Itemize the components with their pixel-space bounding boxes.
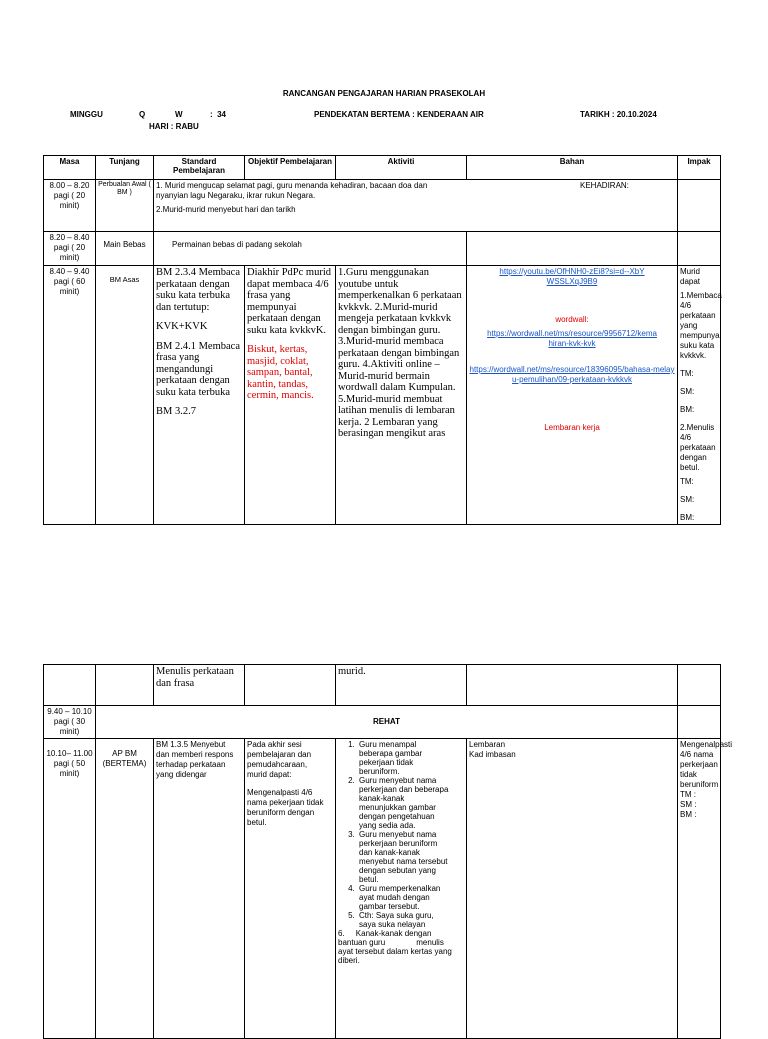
list-item: 1. Guru menampal beberapa gambar pekerjaan tidak beruniform. xyxy=(357,740,452,776)
bahan-cell xyxy=(467,232,678,266)
aktiviti-cell: murid. xyxy=(336,665,467,706)
hari: HARI : RABU xyxy=(149,122,199,131)
masa-cell: 8.40 – 9.40 pagi ( 60 minit) xyxy=(44,266,96,525)
impak-tm: TM: xyxy=(680,477,694,486)
standard-pembelajaran-cell: Menulis perkataan dan frasa xyxy=(154,665,245,706)
objektif-word-list: Biskut, kertas, masjid, coklat, sampan, bantal, kantin, tandas, cermin, mancis. xyxy=(247,344,314,401)
wordwall-label: wordwall: xyxy=(555,315,589,324)
pendekatan-bertema: PENDEKATAN BERTEMA : KENDERAAN AIR xyxy=(314,110,484,119)
tunjang-cell xyxy=(96,665,154,706)
sp-bm-234: BM 2.3.4 Membaca perkataan dengan suku kata terbuka dan tertutup: xyxy=(156,267,240,313)
q-label: Q xyxy=(139,110,146,119)
objektif-pembelajaran-cell xyxy=(245,665,336,706)
col-bahan: Bahan xyxy=(467,156,678,180)
table-row xyxy=(44,180,721,232)
masa-cell xyxy=(44,665,96,706)
impak-cell xyxy=(678,180,721,232)
impak-cell xyxy=(678,232,721,266)
perbualan-line-2: 2.Murid-murid menyebut hari dan tarikh xyxy=(156,205,296,214)
list-item: 5. Cth: Saya suka guru, saya suka nelayan xyxy=(357,911,452,929)
bahan-cell xyxy=(467,665,678,706)
aktiviti-list xyxy=(338,740,452,929)
impak-line: Mengenalpasti 4/6 nama perkerjaan tidak beruniform xyxy=(680,740,733,789)
bahan-lembaran: Lembaran xyxy=(469,740,506,749)
list-item: 2. Guru menyebut nama perkerjaan dan beberapa kanak-kanak menunjukkan gambar dengan pengetahuan yang sedia ada. xyxy=(357,776,452,830)
sp-kvk: KVK+KVK xyxy=(156,321,208,332)
table-row xyxy=(44,266,721,525)
aktiviti-cell xyxy=(336,739,467,1039)
standard-pembelajaran-cell: BM 1.3.5 Menyebut dan memberi respons terhadap perkataan yang didengar xyxy=(154,739,245,1039)
rph-table-page-2 xyxy=(43,664,733,1039)
col-impak: Impak xyxy=(678,156,721,180)
col-aktiviti: Aktiviti xyxy=(336,156,467,180)
impak-line: 1.Membaca 4/6 perkataan yang mempunyai suku kata kvkkvk. xyxy=(680,291,722,360)
tunjang-cell xyxy=(96,266,154,525)
impak-bm: BM: xyxy=(680,405,695,414)
page-title: RANCANGAN PENGAJARAN HARIAN PRASEKOLAH xyxy=(282,89,486,98)
sp-bm-327: BM 3.2.7 xyxy=(156,406,196,417)
col-tunjang: Tunjang xyxy=(96,156,154,180)
youtube-link[interactable]: https://youtu.be/OfHNH0-zEi8?si=d--XbYWSSLXqJ9B9 xyxy=(499,267,645,286)
table-header-row xyxy=(44,156,721,180)
w-label: W xyxy=(175,110,183,119)
impak-cell xyxy=(678,266,721,525)
list-item: 4. Guru memperkenalkan ayat mudah dengan gambar tersebut. xyxy=(357,884,452,911)
impak-cell xyxy=(678,739,733,1039)
perbualan-line-1: 1. Murid mengucap selamat pagi, guru menanda kehadiran, bacaan doa dan nyanyian lagu Negaraku, ikrar rukun Negara. xyxy=(156,181,428,200)
col-standard-pembelajaran: Standard Pembelajaran xyxy=(154,156,245,180)
rehat-row xyxy=(44,706,721,739)
impak-line: 2.Menulis 4/6 perkataan dengan betul. xyxy=(680,423,716,472)
impak-sm: SM : xyxy=(680,800,697,809)
impak-line: Murid dapat xyxy=(680,267,701,286)
objektif-pembelajaran-cell xyxy=(245,266,336,525)
main-bebas-cell: Permainan bebas di padang sekolah xyxy=(154,232,467,266)
rehat-label: REHAT xyxy=(96,706,678,739)
table-row xyxy=(44,665,721,706)
bahan-kad-imbasan: Kad imbasan xyxy=(469,750,516,759)
col-objektif-pembelajaran: Objektif Pembelajaran xyxy=(245,156,336,180)
masa-cell: 8.20 – 8.40 pagi ( 20 minit) xyxy=(44,232,96,266)
impak-cell xyxy=(678,706,721,739)
week-value: : 34 xyxy=(210,110,227,119)
masa-cell: 9.40 – 10.10 pagi ( 30 minit) xyxy=(44,706,96,739)
bahan-cell xyxy=(467,266,678,525)
tarikh: TARIKH : 20.10.2024 xyxy=(580,110,657,119)
table-row xyxy=(44,739,721,1039)
objektif-intro: Pada akhir sesi pembelajaran dan pemudahcaraan, murid dapat: xyxy=(247,740,312,779)
objektif-pembelajaran-cell xyxy=(245,739,336,1039)
bahan-cell xyxy=(467,739,678,1039)
col-masa: Masa xyxy=(44,156,96,180)
impak-sm: SM: xyxy=(680,387,695,396)
tunjang-text: BM Asas xyxy=(109,275,140,284)
tunjang-cell: AP BM (BERTEMA) xyxy=(96,739,154,1039)
tunjang-cell: Main Bebas xyxy=(96,232,154,266)
objektif-text: Diakhir PdPc murid dapat membaca 4/6 frasa yang mempunyai perkataan dengan suku kata kvkkvK. xyxy=(247,267,331,336)
sp-bm-241: BM 2.4.1 Membaca frasa yang mengandungi perkataan dengan suku kata terbuka xyxy=(156,340,240,398)
list-item: 3. Guru menyebut nama perkerjaan beruniform dan kanak-kanak menyebut nama tersebut dengan sebutan yang betul. xyxy=(357,830,452,884)
lembaran-kerja-label: Lembaran kerja xyxy=(544,423,600,432)
wordwall-link-2[interactable]: https://wordwall.net/ms/resource/18396095/bahasa-melayu-pemulihan/09-perkataan-kvkkvk xyxy=(469,365,675,384)
table-row xyxy=(44,232,721,266)
aktiviti-cell: 1.Guru menggunakan youtube untuk memperkenalkan 6 perkataan kvkkvk. 2.Murid-murid mengeja perkataan kvkkvk dengan bimbingan guru. 3.Murid-murid membaca perkataan dengan bimbingan guru. 4.Aktiviti online – Murid-murid bermain wordwall dalam Kumpulan. 5.Murid-murid membuat latihan menulis di lembaran kerja. 2 Lembaran yang berasingan mengikut aras xyxy=(336,266,467,525)
impak-tm: TM: xyxy=(680,369,694,378)
perbualan-awal-cell xyxy=(154,180,678,232)
wordwall-link-1[interactable]: https://wordwall.net/ms/resource/9956712/kemahiran-kvk-kvk xyxy=(487,329,657,348)
masa-cell: 8.00 – 8.20 pagi ( 20 minit) xyxy=(44,180,96,232)
impak-sm: SM: xyxy=(680,495,695,504)
rph-table-page-1 xyxy=(43,155,721,525)
impak-tm: TM : xyxy=(680,790,696,799)
standard-pembelajaran-cell xyxy=(154,266,245,525)
kehadiran-label: KEHADIRAN: xyxy=(580,181,629,190)
objektif-text: Mengenalpasti 4/6 nama pekerjaan tidak beruniform dengan betul. xyxy=(247,788,324,827)
minggu-label: MINGGU xyxy=(70,110,103,119)
impak-cell xyxy=(678,665,721,706)
masa-cell: 10.10– 11.00 pagi ( 50 minit) xyxy=(44,739,96,1039)
impak-bm: BM : xyxy=(680,810,697,819)
aktiviti-step-6: 6. Kanak-kanak dengan bantuan guru menulis ayat tersebut dalam kertas yang diberi. xyxy=(338,929,455,965)
tunjang-text: Perbualan Awal ( BM ) xyxy=(98,181,151,196)
impak-bm: BM: xyxy=(680,513,695,522)
tunjang-cell xyxy=(96,180,154,232)
